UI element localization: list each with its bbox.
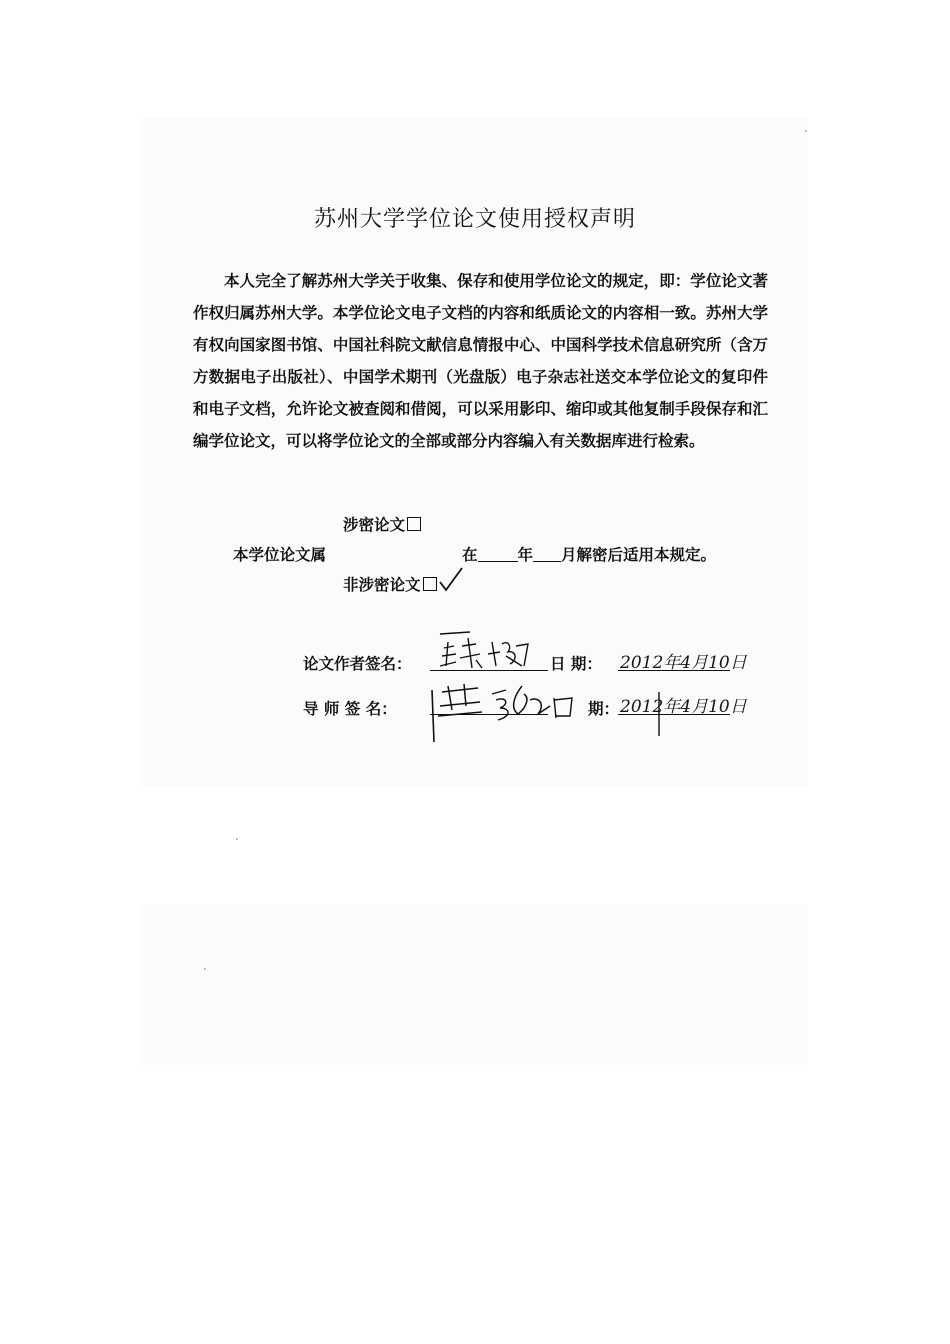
in-label: 在	[462, 545, 478, 564]
nonsecret-checkbox[interactable]	[423, 577, 437, 591]
option-nonsecret-label: 非涉密论文	[343, 575, 421, 594]
option-secret	[343, 513, 421, 535]
document-title: 苏州大学学位论文使用授权声明	[313, 207, 636, 232]
option-secret-label: 涉密论文	[343, 515, 406, 534]
author-signature-label: 论文作者签名：	[303, 654, 412, 673]
author-signature-image	[436, 626, 546, 672]
checkmark-icon	[438, 566, 468, 594]
scanned-page-region-lower	[140, 905, 808, 1065]
scan-speck	[805, 130, 807, 132]
date-pen-stroke	[656, 690, 662, 740]
supervisor-signature-image	[426, 676, 576, 746]
scan-speck	[236, 838, 238, 840]
author-date-handwritten: 2012年4月10日	[620, 653, 747, 673]
classification-prefix: 本学位论文属	[233, 545, 327, 564]
supervisor-signature-label: 导 师 签 名：	[303, 699, 397, 718]
declassify-line	[462, 543, 716, 565]
supervisor-date-handwritten: 2012年4月10日	[620, 697, 747, 717]
supervisor-date-label: 期：	[588, 699, 620, 718]
month-blank[interactable]	[533, 561, 561, 562]
secret-checkbox[interactable]	[407, 517, 421, 531]
declaration-body: 本人完全了解苏州大学关于收集、保存和使用学位论文的规定，即：学位论文著作权归属苏州大学。本学位论文电子文档的内容和纸质论文的内容相一致。苏州大学有权向国家图书馆、中国社科院文献信息情报中心、中国科学技术信息研究所（含万方数据电子出版社）、中国学术期刊（光盘版）电子杂志社送交本学位论文的复印件和电子文档，允许论文被查阅和借阅，可以采用影印、缩印或其他复制手段保存和汇编学位论文，可以将学位论文的全部或部分内容编入有关数据库进行检索。	[193, 271, 768, 450]
author-date-label: 日 期：	[550, 654, 602, 673]
year-label: 年	[517, 545, 534, 564]
year-blank[interactable]	[478, 561, 518, 562]
scan-speck	[204, 968, 206, 970]
option-nonsecret	[343, 573, 437, 595]
month-label: 月解密后适用本规定。	[561, 545, 717, 564]
